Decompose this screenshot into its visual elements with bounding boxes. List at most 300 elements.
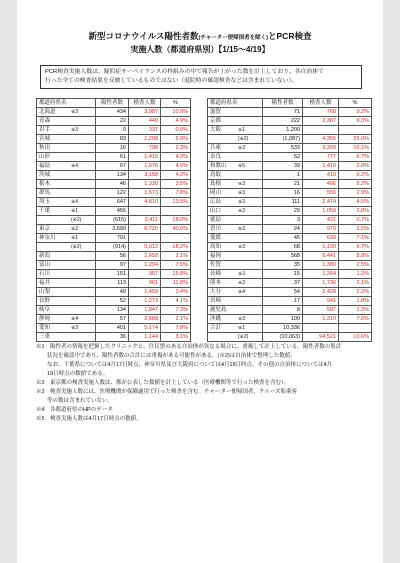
table-row [208, 324, 372, 333]
prefecture-name: 静岡 [39, 316, 51, 322]
table-row [208, 234, 372, 243]
positive-rate-cell: 2.1% [161, 315, 191, 324]
tested-count-cell: 1,294 [129, 261, 161, 270]
tested-count-cell: 777 [303, 153, 339, 162]
table-row [37, 117, 191, 126]
positive-rate-cell: 1.3% [339, 306, 372, 315]
prefecture-cell [37, 234, 96, 243]
table-row [208, 216, 372, 225]
prefecture-cell [37, 252, 96, 261]
tested-count-cell: 1,847 [129, 306, 161, 315]
prefecture-name: 東京 [39, 226, 51, 232]
table-row [208, 144, 372, 153]
prefecture-cell [208, 243, 263, 252]
positive-rate-cell: 0.2% [339, 171, 372, 180]
footnotes [36, 343, 372, 424]
footnote-mark: ※3 [71, 127, 78, 133]
table-row [37, 252, 191, 261]
positive-rate-cell: 40.0% [161, 225, 191, 234]
positive-rate-cell: 7.8% [161, 189, 191, 198]
prefecture-cell [37, 189, 96, 198]
tested-count-cell: 3,309 [303, 144, 339, 153]
positive-count-cell: 16 [96, 144, 129, 153]
positive-count-cell: 2,690 [96, 225, 129, 234]
prefecture-cell [208, 117, 263, 126]
title-parenthetical: (チャーター便帰国者を除く) [198, 35, 269, 41]
table-row [208, 333, 372, 342]
positive-count-cell: 54 [263, 288, 303, 297]
prefecture-cell [37, 135, 96, 144]
tested-count-cell: 1,459 [129, 288, 161, 297]
title-main: 新型コロナウイルス陽性者数 [88, 31, 199, 41]
table-row [208, 207, 372, 216]
tested-count-cell: 1,190 [303, 243, 339, 252]
prefecture-name: 徳島 [210, 217, 222, 223]
table-row [208, 153, 372, 162]
prefecture-name: 長崎 [210, 271, 222, 277]
prefecture-cell [37, 180, 96, 189]
positive-rate-cell: 7.5% [161, 261, 191, 270]
tested-count-cell [129, 234, 161, 243]
prefecture-cell [208, 333, 263, 342]
footnote-mark: ※3 [238, 226, 245, 232]
positive-count-cell: 122 [96, 189, 129, 198]
prefecture-cell [37, 315, 96, 324]
tested-count-cell: 4,356 [303, 135, 339, 144]
prefecture-cell [37, 297, 96, 306]
tested-count-cell: 94,521 [303, 333, 339, 342]
prefecture-name: 新潟 [39, 253, 51, 259]
tested-count-cell: 1,264 [303, 270, 339, 279]
footnote-mark: ※5 [238, 163, 245, 169]
prefecture-name: 秋田 [39, 145, 51, 151]
header-positive: 陽性者数 [263, 99, 303, 108]
positive-count-cell: 17 [263, 297, 303, 306]
prefecture-cell [208, 162, 263, 171]
positive-rate-cell: 0.7% [339, 216, 372, 225]
header-tested: 検査人数 [303, 99, 339, 108]
prefecture-name: 大分 [210, 289, 222, 295]
table-row [37, 108, 191, 117]
table-row [208, 252, 372, 261]
prefecture-cell [208, 297, 263, 306]
positive-count-cell: 57 [96, 315, 129, 324]
positive-rate-cell: 2.5% [339, 261, 372, 270]
prefecture-name: 長野 [39, 298, 51, 304]
positive-rate-cell: 11.8% [161, 279, 191, 288]
table-row [208, 279, 372, 288]
table-row [37, 198, 191, 207]
prefecture-cell [37, 126, 96, 135]
prefecture-cell [208, 261, 263, 270]
header-tested: 検査人数 [129, 99, 161, 108]
table-row [208, 117, 372, 126]
positive-rate-cell: 4.0% [161, 162, 191, 171]
positive-rate-cell: 2.3% [161, 144, 191, 153]
prefecture-name: 兵庫 [210, 145, 222, 151]
tested-count-cell: 406 [303, 180, 339, 189]
tested-count-cell: 2,387 [303, 117, 339, 126]
table-row [37, 279, 191, 288]
prefecture-cell [208, 306, 263, 315]
table-row [208, 126, 372, 135]
positive-count-cell: 52 [96, 297, 129, 306]
prefecture-cell [37, 153, 96, 162]
prefecture-name: 岐阜 [39, 307, 51, 313]
footnote-mark: ※3 [238, 244, 245, 250]
table-row [208, 198, 372, 207]
table-row [208, 108, 372, 117]
prefecture-name: 愛媛 [210, 235, 222, 241]
footnote-mark: ※3 [238, 271, 245, 277]
positive-count-cell: 151 [96, 270, 129, 279]
positive-count-cell: 21 [263, 180, 303, 189]
prefecture-cell [37, 117, 96, 126]
footnote-mark: (※2) [71, 244, 82, 250]
positive-rate-cell: 7.3% [161, 306, 191, 315]
positive-rate-cell: 4.1% [161, 297, 191, 306]
table-row [208, 243, 372, 252]
prefecture-cell [37, 225, 96, 234]
header-rate: % [339, 99, 372, 108]
footnote-mark: ※3 [71, 109, 78, 115]
table-row [208, 270, 372, 279]
footnote-mark: ※3 [238, 190, 245, 196]
footnote-line: 19日時点の数値である。 [36, 371, 109, 377]
positive-rate-cell: 2.8% [339, 162, 372, 171]
tested-count-cell: 3,158 [129, 171, 161, 180]
table-row [37, 297, 191, 306]
tested-count-cell: 3,411 [129, 216, 161, 225]
tested-count-cell [129, 207, 161, 216]
tested-count-cell: 2,428 [303, 288, 339, 297]
prefecture-cell [208, 180, 263, 189]
positive-rate-cell: 7.6% [339, 315, 372, 324]
prefecture-cell [208, 207, 263, 216]
prefecture-name: 福岡 [210, 253, 222, 259]
tested-count-cell: 708 [129, 144, 161, 153]
tested-count-cell: 1,330 [129, 180, 161, 189]
positive-rate-cell: 3.5% [161, 180, 191, 189]
prefecture-cell [37, 306, 96, 315]
prefecture-name: 宮崎 [210, 298, 222, 304]
prefecture-cell [37, 171, 96, 180]
prefecture-name: 大阪 [210, 127, 222, 133]
positive-count-cell: 10,336 [263, 324, 303, 333]
footnote-mark: ※1 [238, 325, 245, 331]
table-row [37, 333, 191, 342]
positive-rate-cell: 5.2% [339, 180, 372, 189]
prefecture-cell [208, 216, 263, 225]
prefecture-cell [208, 279, 263, 288]
prefecture-cell [208, 189, 263, 198]
prefecture-cell [208, 315, 263, 324]
table-row [37, 324, 191, 333]
tested-count-cell: 3,987 [129, 108, 161, 117]
footnote-mark: ※2 [71, 226, 78, 232]
tested-count-cell: 421 [303, 216, 339, 225]
prefecture-name: 福島 [39, 163, 51, 169]
positive-rate-cell: 1.2% [339, 270, 372, 279]
positive-rate-cell: 2.1% [339, 279, 372, 288]
prefecture-name: 鹿児島 [210, 307, 227, 313]
table-row [208, 162, 372, 171]
positive-rate-cell: 2.5% [339, 225, 372, 234]
prefecture-name: 山形 [39, 154, 51, 160]
header-prefecture: 都道府県名 [208, 99, 263, 108]
tested-count-cell: 1,415 [129, 153, 161, 162]
tested-count-cell: 1,736 [303, 279, 339, 288]
positive-rate-cell: 1.8% [339, 297, 372, 306]
prefecture-name: 山梨 [39, 289, 51, 295]
positive-count-cell: 134 [96, 306, 129, 315]
prefecture-name: 青森 [39, 118, 51, 124]
tested-count-cell: 2,474 [303, 198, 339, 207]
tested-count-cell: 1,676 [129, 162, 161, 171]
tested-count-cell: 556 [303, 189, 339, 198]
positive-rate-cell: 7.1% [339, 234, 372, 243]
positive-rate-cell: 18.0% [161, 216, 191, 225]
prefecture-name: 群馬 [39, 190, 51, 196]
footnote-line: ※5 検査実施人数は4月17日時点の数値。 [36, 416, 142, 422]
prefecture-cell [208, 288, 263, 297]
tested-count-cell: 5,174 [129, 324, 161, 333]
prefecture-name: 佐賀 [210, 262, 222, 268]
positive-count-cell: (615) [96, 216, 129, 225]
document-page [17, 0, 383, 563]
footnote-line: 等の数は含まれていない。 [36, 398, 114, 404]
positive-rate-cell: 15.8% [161, 270, 191, 279]
prefecture-cell [208, 234, 263, 243]
positive-rate-cell: 6.9% [161, 135, 191, 144]
positive-count-cell: 15 [263, 270, 303, 279]
title-tail: とPCR検査 [268, 31, 312, 41]
prefecture-name: 島根 [210, 181, 222, 187]
positive-count-cell: 24 [263, 225, 303, 234]
positive-rate-cell: 9.3% [339, 117, 372, 126]
positive-count-cell: 8 [263, 306, 303, 315]
tested-count-cell: 957 [129, 270, 161, 279]
positive-count-cell: 68 [263, 243, 303, 252]
positive-count-cell: 83 [96, 135, 129, 144]
prefecture-cell [208, 198, 263, 207]
prefecture-cell [37, 144, 96, 153]
prefecture-name: 熊本 [210, 280, 222, 286]
footnote-line: ※1 陽性者の情報を把握したクリニックと、住民票のある自治体が異なる場合に、重複して計上している。陽性者数の集計 [36, 344, 342, 350]
footnote-mark: ※3 [238, 316, 245, 322]
footnote-mark: (※2) [238, 136, 249, 142]
prefecture-name: 岩手 [39, 127, 51, 133]
tested-count-cell: 6,441 [303, 252, 339, 261]
prefecture-name: 京都 [210, 118, 222, 124]
positive-count-cell: 37 [263, 279, 303, 288]
table-row [37, 261, 191, 270]
prefecture-name: 千葉 [39, 208, 51, 214]
positive-rate-cell: 3.4% [161, 288, 191, 297]
prefecture-cell [37, 108, 96, 117]
footnote-mark: (※2) [71, 217, 82, 223]
prefecture-name: 鳥取 [210, 172, 222, 178]
footnote-mark: (※2) [238, 334, 249, 340]
prefecture-name: 沖縄 [210, 316, 222, 322]
tested-count-cell: 1,050 [303, 207, 339, 216]
positive-rate-cell: 8.8% [339, 252, 372, 261]
prefecture-name: 和歌山 [210, 163, 227, 169]
positive-rate-cell [161, 234, 191, 243]
prefecture-cell [37, 261, 96, 270]
table-row [208, 189, 372, 198]
positive-count-cell: 100 [263, 315, 303, 324]
positive-count-cell: 39 [263, 162, 303, 171]
prefecture-cell [37, 288, 96, 297]
positive-rate-cell: 7.8% [161, 324, 191, 333]
positive-rate-cell: 10.6% [339, 333, 372, 342]
prefecture-cell [37, 270, 96, 279]
positive-rate-cell: 2.8% [339, 207, 372, 216]
tested-count-cell [303, 324, 339, 333]
header-rate: % [161, 99, 191, 108]
table-row [37, 135, 191, 144]
tested-count-cell: 597 [303, 306, 339, 315]
tested-count-cell: 1,573 [129, 189, 161, 198]
footnote-line: ※4 各都道府県のHPのデータ [36, 407, 113, 413]
prefecture-cell [208, 126, 263, 135]
footnote-mark: ※3 [238, 208, 245, 214]
prefecture-name: 奈良 [210, 154, 222, 160]
prefecture-cell [37, 279, 96, 288]
table-row [37, 162, 191, 171]
prefecture-cell [208, 144, 263, 153]
footnote-mark: ※3 [238, 181, 245, 187]
table-row [208, 288, 372, 297]
header-positive: 陽性者数 [96, 99, 129, 108]
table-row [37, 153, 191, 162]
prefecture-cell [208, 252, 263, 261]
positive-count-cell: 791 [96, 234, 129, 243]
prefecture-cell [37, 333, 96, 342]
tested-count-cell: 449 [129, 117, 161, 126]
prefecture-name: 愛知 [39, 325, 51, 331]
table-row [37, 126, 191, 135]
tested-count-cell: 1,144 [129, 333, 161, 342]
table-row [37, 189, 191, 198]
footnote-mark: ※3 [238, 145, 245, 151]
positive-rate-cell: 2.2% [339, 288, 372, 297]
positive-count-cell: (914) [96, 243, 129, 252]
table-row [37, 207, 191, 216]
footnote-mark: ※1 [71, 235, 78, 241]
positive-rate-cell: 16.1% [339, 144, 372, 153]
positive-rate-cell: 18.2% [161, 243, 191, 252]
positive-count-cell: 71 [263, 108, 303, 117]
prefecture-cell [37, 162, 96, 171]
positive-rate-cell: 2.1% [161, 252, 191, 261]
positive-count-cell: 61 [96, 153, 129, 162]
footnote-mark: ※3 [71, 325, 78, 331]
footnote-mark: ※3 [238, 280, 245, 286]
table-body [208, 108, 372, 342]
prefecture-name: 石川 [39, 271, 51, 277]
prefecture-name: 北海道 [39, 109, 56, 115]
table-row [37, 315, 191, 324]
positive-rate-cell [161, 207, 191, 216]
prefecture-cell [37, 198, 96, 207]
positive-count-cell: 35 [263, 261, 303, 270]
positive-count-cell: 56 [96, 252, 129, 261]
prefecture-name: 高知 [210, 244, 222, 250]
prefecture-table-left [36, 98, 191, 342]
prefecture-name: 宮城 [39, 136, 51, 142]
tested-count-cell: 1,273 [129, 297, 161, 306]
table-body [37, 108, 191, 342]
footnote-mark: ※1 [71, 208, 78, 214]
table-row [208, 135, 372, 144]
note-box-line: PCR検査実施人数は、疑似症サーベイランスの枠組みの中で報告が上がった数を計上しており、各自治体で [45, 69, 324, 75]
table-row [208, 225, 372, 234]
positive-count-cell: 52 [263, 153, 303, 162]
positive-count-cell: 67 [96, 162, 129, 171]
positive-count-cell: 49 [96, 288, 129, 297]
footnote-line: なお、千葉県については4月17日時点、神奈川県及び大阪府については4月18日時点、その他の自治体については4月 [36, 362, 333, 368]
prefecture-name: 茨城 [39, 172, 51, 178]
tested-count-cell: 768 [303, 108, 339, 117]
positive-rate-cell: 2.9% [339, 189, 372, 198]
table-row [208, 261, 372, 270]
positive-count-cell: 568 [263, 252, 303, 261]
footnote-line: 状況を確認中であり、陽性者数の合計には重複がある可能性がある。(※2)は自治体で整理した数値。 [36, 353, 296, 359]
positive-count-cell: 16 [263, 189, 303, 198]
positive-rate-cell: 10.9% [161, 108, 191, 117]
table-row [37, 171, 191, 180]
prefecture-name: 埼玉 [39, 199, 51, 205]
footnote-mark: ※4 [238, 289, 245, 295]
positive-count-cell: 3 [263, 216, 303, 225]
positive-count-cell: 1,200 [263, 126, 303, 135]
prefecture-table-right [207, 98, 372, 342]
prefecture-name: 三重 [39, 334, 51, 340]
tested-count-cell: 6,720 [129, 225, 161, 234]
table-row [208, 315, 372, 324]
footnote-mark: ※4 [71, 316, 78, 322]
positive-count-cell: 36 [96, 333, 129, 342]
table-row [37, 234, 191, 243]
table-row [208, 306, 372, 315]
prefecture-name: 香川 [210, 226, 222, 232]
prefecture-name: 福井 [39, 280, 51, 286]
positive-rate-cell: 4.3% [161, 153, 191, 162]
prefecture-name: 富山 [39, 262, 51, 268]
table-header-row [37, 99, 191, 108]
positive-count-cell: 46 [96, 180, 129, 189]
positive-rate-cell: 9.2% [339, 108, 372, 117]
tested-count-cell: 1,410 [303, 162, 339, 171]
tested-count-cell: 2,658 [129, 252, 161, 261]
table-header-row [208, 99, 372, 108]
footnote-mark: ※3 [238, 199, 245, 205]
tested-count-cell: 630 [303, 234, 339, 243]
table-row [208, 297, 372, 306]
positive-count-cell: 22 [96, 117, 129, 126]
positive-count-cell: 434 [96, 108, 129, 117]
positive-count-cell: (10,063) [263, 333, 303, 342]
positive-count-cell: 29 [263, 207, 303, 216]
table-row [208, 180, 372, 189]
prefecture-cell [208, 225, 263, 234]
table-row [37, 180, 191, 189]
tested-count-cell: 337 [129, 126, 161, 135]
positive-rate-cell: 6.7% [339, 153, 372, 162]
prefecture-cell [208, 324, 263, 333]
